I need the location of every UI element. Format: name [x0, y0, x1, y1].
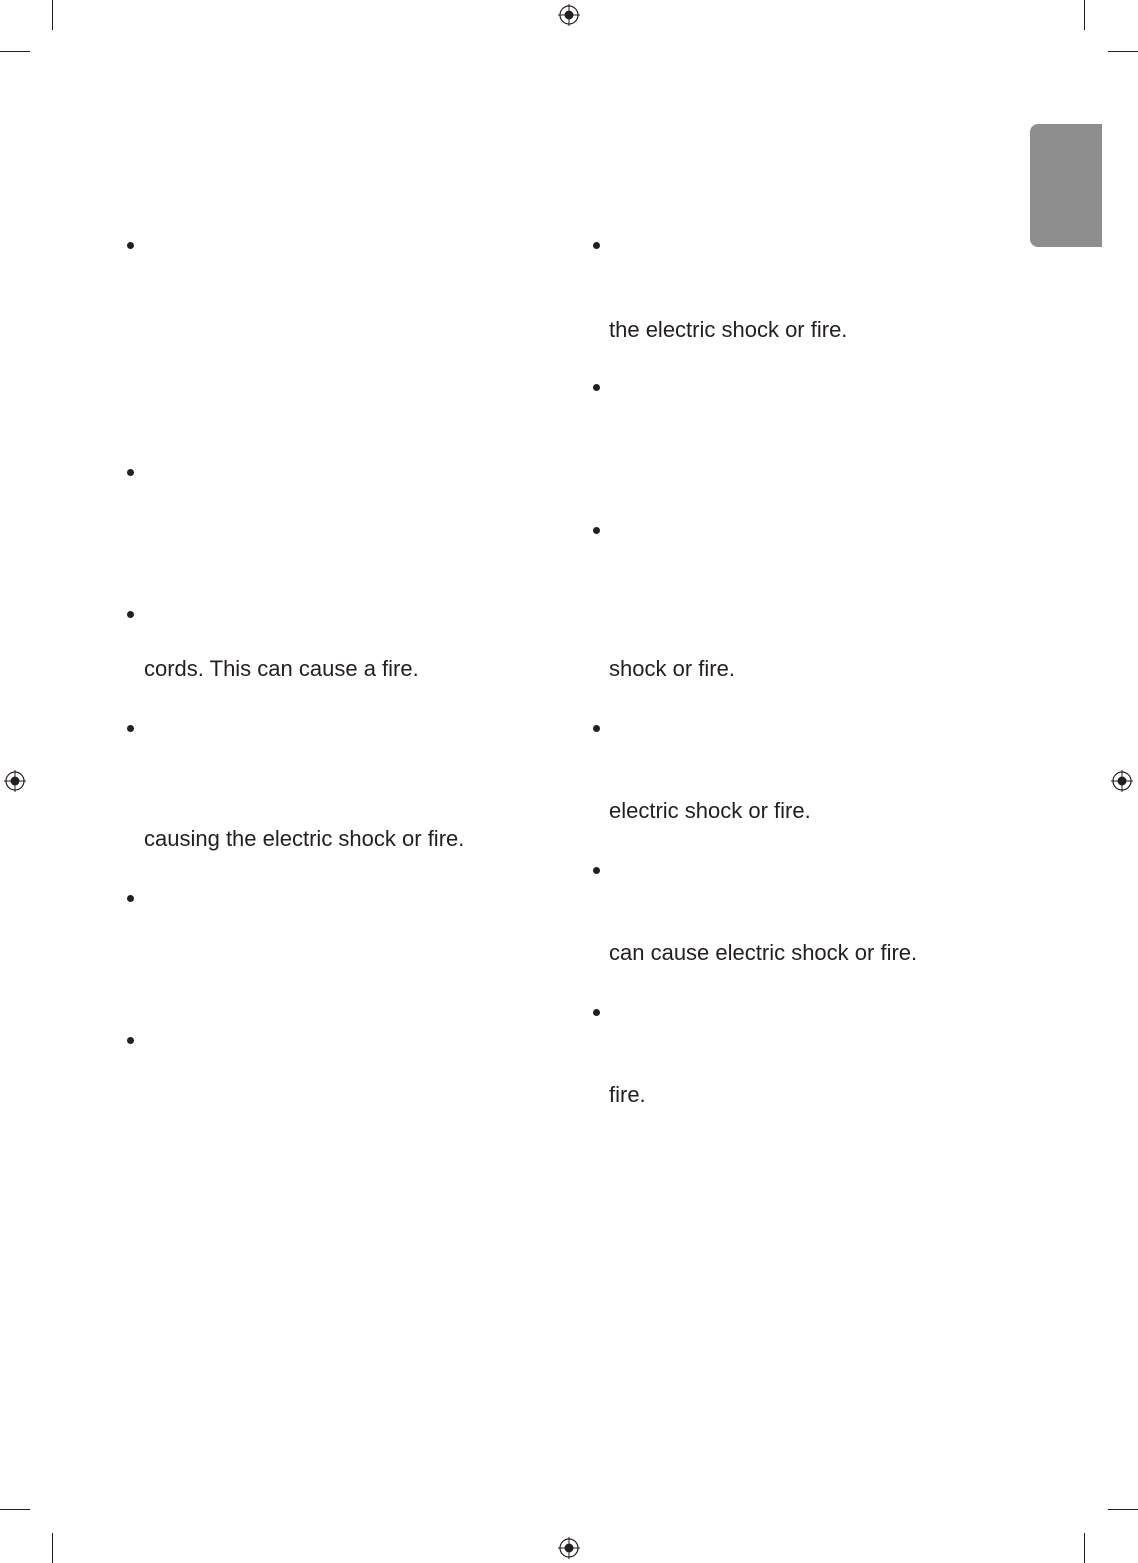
bullet-icon — [127, 469, 134, 476]
language-tab — [1030, 124, 1102, 247]
crop-mark-top-right-vertical — [1084, 0, 1085, 30]
left-text-line: cords. This can cause a fire. — [144, 656, 419, 681]
bullet-icon — [127, 242, 134, 249]
bullet-icon — [593, 725, 600, 732]
bullet-icon — [593, 384, 600, 391]
bullet-icon — [593, 242, 600, 249]
right-text-line: can cause electric shock or fire. — [609, 940, 918, 965]
left-text-line: causing the electric shock or fire. — [144, 826, 465, 851]
right-text-line: fire. — [609, 1082, 646, 1107]
right-text-line: electric shock or fire. — [609, 798, 811, 823]
registration-mark-icon — [558, 4, 580, 26]
bullet-icon — [127, 895, 134, 902]
bullet-icon — [127, 611, 134, 618]
crop-mark-top-left-vertical — [52, 0, 53, 30]
crop-mark-top-left-horizontal — [0, 51, 30, 52]
registration-mark-icon — [558, 1537, 580, 1559]
right-text-line: the electric shock or fire. — [609, 317, 848, 342]
bullet-icon — [593, 527, 600, 534]
crop-mark-bottom-right-horizontal — [1108, 1509, 1138, 1510]
crop-mark-bottom-left-horizontal — [0, 1509, 30, 1510]
registration-mark-icon — [4, 770, 26, 792]
bullet-icon — [127, 1037, 134, 1044]
crop-mark-top-right-horizontal — [1108, 51, 1138, 52]
bullet-icon — [593, 867, 600, 874]
bullet-icon — [593, 1009, 600, 1016]
registration-mark-icon — [1111, 770, 1133, 792]
bullet-icon — [127, 725, 134, 732]
crop-mark-bottom-left-vertical — [52, 1533, 53, 1563]
right-text-line: shock or fire. — [609, 656, 735, 681]
crop-mark-bottom-right-vertical — [1084, 1533, 1085, 1563]
